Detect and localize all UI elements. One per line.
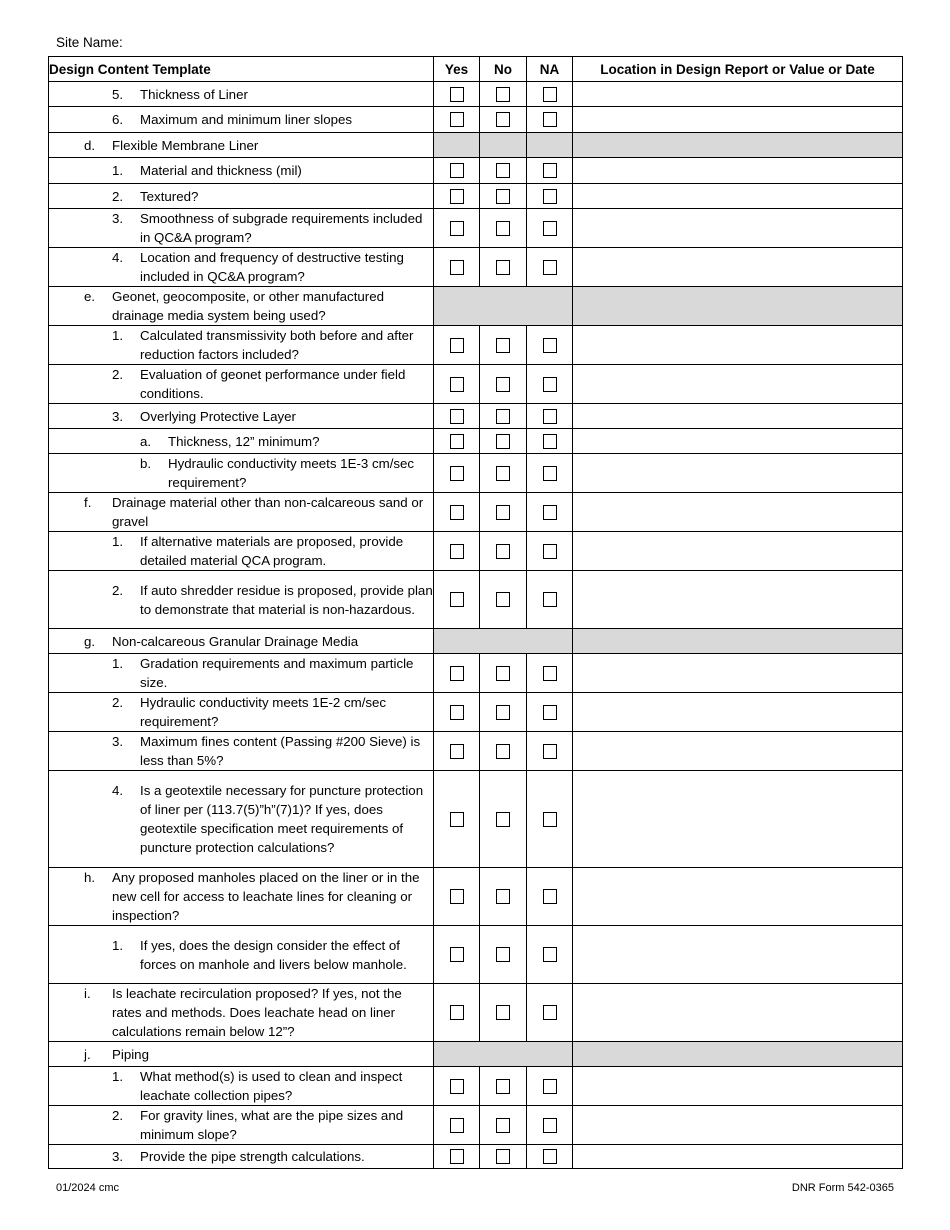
yes-checkbox[interactable]: [450, 221, 464, 236]
item-number: 5.: [112, 86, 124, 102]
item-text: Material and thickness (mil): [140, 163, 302, 178]
no-checkbox[interactable]: [496, 1005, 510, 1020]
yes-checkbox[interactable]: [450, 744, 464, 759]
location-field[interactable]: [573, 984, 903, 1042]
na-checkbox[interactable]: [543, 112, 557, 127]
item-cell: [49, 454, 434, 493]
location-field[interactable]: [573, 1145, 903, 1169]
table-header-row: [49, 57, 903, 82]
item-number: 1.: [112, 656, 124, 671]
na-checkbox[interactable]: [543, 1149, 557, 1164]
item-cell: [49, 1067, 434, 1106]
item-number: 1.: [112, 534, 124, 549]
no-checkbox[interactable]: [496, 544, 510, 559]
item-text: Hydraulic conductivity meets 1E-2 cm/sec requirement?: [140, 695, 387, 729]
item-cell: [49, 287, 434, 326]
design-content-table: [48, 56, 903, 1169]
no-checkbox[interactable]: [496, 87, 510, 102]
item-letter: f.: [84, 495, 92, 510]
item-letter: i.: [84, 986, 91, 1001]
shaded-cell: [573, 629, 903, 654]
item-number: 3.: [112, 408, 124, 424]
item-letter: g.: [84, 633, 96, 649]
location-field[interactable]: [573, 493, 903, 532]
item-number: 4.: [112, 783, 124, 798]
shaded-cell: [480, 133, 527, 158]
header-na: NA: [527, 57, 573, 82]
table-row: [49, 184, 903, 209]
shaded-cell: [573, 287, 903, 326]
yes-checkbox[interactable]: [450, 434, 464, 449]
table-row: [49, 732, 903, 771]
location-field[interactable]: [573, 532, 903, 571]
item-letter: b.: [140, 456, 152, 471]
na-checkbox[interactable]: [543, 505, 557, 520]
site-name-label: Site Name:: [56, 35, 123, 50]
item-number: 2.: [112, 695, 124, 710]
item-cell: [49, 654, 434, 693]
location-field[interactable]: [573, 326, 903, 365]
item-cell: [49, 629, 434, 654]
yes-checkbox[interactable]: [450, 466, 464, 481]
item-number: 6.: [112, 112, 124, 127]
location-field[interactable]: [573, 429, 903, 454]
shaded-cell: [434, 287, 573, 326]
item-number: 2.: [112, 367, 124, 382]
yes-checkbox[interactable]: [450, 1118, 464, 1133]
item-number: 1.: [112, 937, 124, 953]
item-text: Thickness of Liner: [140, 86, 248, 102]
item-cell: [49, 209, 434, 248]
item-number: 1.: [112, 163, 124, 178]
no-checkbox[interactable]: [496, 163, 510, 178]
item-text: Piping: [112, 1046, 149, 1062]
table-row: [49, 1145, 903, 1169]
yes-checkbox[interactable]: [450, 1079, 464, 1094]
yes-checkbox[interactable]: [450, 592, 464, 607]
shaded-cell: [434, 1042, 573, 1067]
na-checkbox[interactable]: [543, 592, 557, 607]
table-row: [49, 365, 903, 404]
no-checkbox[interactable]: [496, 1149, 510, 1164]
item-text: For gravity lines, what are the pipe sizes and minimum slope?: [140, 1108, 404, 1142]
location-field[interactable]: [573, 732, 903, 771]
na-checkbox[interactable]: [543, 260, 557, 275]
no-checkbox[interactable]: [496, 112, 510, 127]
yes-checkbox[interactable]: [450, 889, 464, 904]
location-field[interactable]: [573, 571, 903, 629]
yes-checkbox[interactable]: [450, 377, 464, 392]
no-checkbox[interactable]: [496, 1118, 510, 1133]
item-cell: [49, 1042, 434, 1067]
footer-date-initials: 01/2024 cmc: [56, 1182, 119, 1194]
na-checkbox[interactable]: [543, 889, 557, 904]
location-field[interactable]: [573, 404, 903, 429]
shaded-cell: [573, 133, 903, 158]
yes-checkbox[interactable]: [450, 947, 464, 962]
item-letter: a.: [140, 433, 152, 449]
yes-checkbox[interactable]: [450, 544, 464, 559]
item-text: Calculated transmissivity both before and after reduction factors included?: [140, 328, 414, 362]
item-text: Maximum fines content (Passing #200 Sieve) is less than 5%?: [140, 734, 421, 768]
na-checkbox[interactable]: [543, 947, 557, 962]
no-checkbox[interactable]: [496, 409, 510, 424]
section-row: [49, 287, 903, 326]
item-cell: [49, 107, 434, 133]
yes-checkbox[interactable]: [450, 812, 464, 827]
na-checkbox[interactable]: [543, 87, 557, 102]
item-number: 1.: [112, 1069, 124, 1084]
item-number: 3.: [112, 211, 124, 226]
item-text: If auto shredder residue is proposed, provide plan to demonstrate that material is non-hazardous.: [140, 582, 433, 617]
table-row: [49, 654, 903, 693]
item-text: What method(s) is used to clean and inspect leachate collection pipes?: [140, 1069, 403, 1103]
no-checkbox[interactable]: [496, 947, 510, 962]
item-number: 2.: [112, 582, 124, 598]
na-checkbox[interactable]: [543, 409, 557, 424]
item-letter: j.: [84, 1046, 91, 1062]
location-field[interactable]: [573, 654, 903, 693]
item-number: 3.: [112, 734, 124, 749]
na-checkbox[interactable]: [543, 377, 557, 392]
no-checkbox[interactable]: [496, 466, 510, 481]
no-checkbox[interactable]: [496, 260, 510, 275]
item-cell: [49, 158, 434, 184]
item-cell: [49, 732, 434, 771]
item-cell: [49, 404, 434, 429]
item-text: Textured?: [140, 188, 199, 204]
header-location: Location in Design Report or Value or Date: [573, 57, 903, 82]
no-checkbox[interactable]: [496, 812, 510, 827]
item-text: Is leachate recirculation proposed? If yes, not the rates and methods. Does leachate head on liner calculations remain below 12”?: [112, 986, 402, 1039]
na-checkbox[interactable]: [543, 1005, 557, 1020]
item-cell: [49, 571, 434, 629]
yes-checkbox[interactable]: [450, 260, 464, 275]
na-checkbox[interactable]: [543, 812, 557, 827]
header-design-content-template: Design Content Template: [49, 57, 434, 82]
item-cell: [49, 365, 434, 404]
item-cell: [49, 248, 434, 287]
item-text: Is a geotextile necessary for puncture protection of liner per (113.7(5)”h”(7)1)? If yes, does geotextile specification meet requirements of puncture protection calculations?: [140, 783, 424, 855]
yes-checkbox[interactable]: [450, 666, 464, 681]
na-checkbox[interactable]: [543, 163, 557, 178]
table-row: [49, 454, 903, 493]
item-cell: [49, 771, 434, 868]
item-text: If alternative materials are proposed, provide detailed material QCA program.: [140, 534, 404, 568]
table-row: [49, 429, 903, 454]
item-number: 3.: [112, 1149, 124, 1164]
item-text: Drainage material other than non-calcareous sand or gravel: [112, 495, 424, 529]
item-cell: [49, 1106, 434, 1145]
header-no: No: [480, 57, 527, 82]
na-checkbox[interactable]: [543, 1079, 557, 1094]
table-row: [49, 532, 903, 571]
item-cell: [49, 1145, 434, 1169]
table-row: [49, 1067, 903, 1106]
na-checkbox[interactable]: [543, 189, 557, 204]
item-number: 1.: [112, 328, 124, 343]
table-row: [49, 326, 903, 365]
location-field[interactable]: [573, 365, 903, 404]
no-checkbox[interactable]: [496, 505, 510, 520]
location-field[interactable]: [573, 107, 903, 133]
no-checkbox[interactable]: [496, 189, 510, 204]
table-row: [49, 571, 903, 629]
location-field[interactable]: [573, 926, 903, 984]
table-row: [49, 868, 903, 926]
no-checkbox[interactable]: [496, 744, 510, 759]
location-field[interactable]: [573, 454, 903, 493]
yes-checkbox[interactable]: [450, 1149, 464, 1164]
item-text: Overlying Protective Layer: [140, 408, 296, 424]
yes-checkbox[interactable]: [450, 1005, 464, 1020]
no-checkbox[interactable]: [496, 666, 510, 681]
no-checkbox[interactable]: [496, 592, 510, 607]
item-letter: e.: [84, 289, 96, 304]
na-checkbox[interactable]: [543, 338, 557, 353]
item-cell: [49, 532, 434, 571]
location-field[interactable]: [573, 1067, 903, 1106]
item-letter: h.: [84, 870, 96, 885]
location-field[interactable]: [573, 158, 903, 184]
location-field[interactable]: [573, 868, 903, 926]
no-checkbox[interactable]: [496, 221, 510, 236]
item-cell: [49, 493, 434, 532]
item-text: If yes, does the design consider the effect of forces on manhole and livers below manhole.: [140, 937, 407, 972]
yes-checkbox[interactable]: [450, 87, 464, 102]
na-checkbox[interactable]: [543, 221, 557, 236]
table-row: [49, 107, 903, 133]
table-row: [49, 693, 903, 732]
item-text: Thickness, 12” minimum?: [168, 433, 320, 449]
item-number: 2.: [112, 188, 124, 204]
item-cell: [49, 133, 434, 158]
location-field[interactable]: [573, 209, 903, 248]
table-row: [49, 1106, 903, 1145]
section-row: [49, 629, 903, 654]
item-cell: [49, 984, 434, 1042]
table-row: [49, 984, 903, 1042]
item-cell: [49, 868, 434, 926]
table-row: [49, 493, 903, 532]
table-row: [49, 926, 903, 984]
shaded-cell: [434, 133, 480, 158]
item-cell: [49, 184, 434, 209]
item-text: Hydraulic conductivity meets 1E-3 cm/sec requirement?: [168, 456, 415, 490]
table-row: [49, 209, 903, 248]
na-checkbox[interactable]: [543, 744, 557, 759]
section-row: [49, 133, 903, 158]
na-checkbox[interactable]: [543, 466, 557, 481]
item-text: Gradation requirements and maximum particle size.: [140, 656, 414, 690]
location-field[interactable]: [573, 184, 903, 209]
table-row: [49, 404, 903, 429]
na-checkbox[interactable]: [543, 544, 557, 559]
item-text: Maximum and minimum liner slopes: [140, 112, 353, 127]
item-number: 2.: [112, 1108, 124, 1123]
item-cell: [49, 326, 434, 365]
yes-checkbox[interactable]: [450, 705, 464, 720]
section-row: [49, 1042, 903, 1067]
table-row: [49, 771, 903, 868]
item-cell: [49, 429, 434, 454]
item-number: 4.: [112, 250, 124, 265]
location-field[interactable]: [573, 771, 903, 868]
location-field[interactable]: [573, 1106, 903, 1145]
yes-checkbox[interactable]: [450, 338, 464, 353]
footer-form-number: DNR Form 542-0365: [791, 1182, 894, 1194]
item-text: Evaluation of geonet performance under field conditions.: [140, 367, 406, 401]
table-row: [49, 248, 903, 287]
table-row: [49, 82, 903, 107]
no-checkbox[interactable]: [496, 338, 510, 353]
location-field[interactable]: [573, 82, 903, 107]
item-text: Provide the pipe strength calculations.: [140, 1149, 365, 1164]
item-text: Geonet, geocomposite, or other manufactured drainage media system being used?: [112, 289, 385, 323]
header-yes: Yes: [434, 57, 480, 82]
item-text: Any proposed manholes placed on the liner or in the new cell for access to leachate lines for cleaning or inspection?: [112, 870, 420, 923]
item-cell: [49, 693, 434, 732]
yes-checkbox[interactable]: [450, 189, 464, 204]
item-text: Flexible Membrane Liner: [112, 137, 259, 153]
na-checkbox[interactable]: [543, 1118, 557, 1133]
shaded-cell: [527, 133, 573, 158]
no-checkbox[interactable]: [496, 1079, 510, 1094]
table-row: [49, 158, 903, 184]
na-checkbox[interactable]: [543, 705, 557, 720]
yes-checkbox[interactable]: [450, 505, 464, 520]
no-checkbox[interactable]: [496, 705, 510, 720]
yes-checkbox[interactable]: [450, 409, 464, 424]
item-letter: d.: [84, 137, 96, 153]
shaded-cell: [434, 629, 573, 654]
yes-checkbox[interactable]: [450, 163, 464, 178]
item-text: Location and frequency of destructive testing included in QC&A program?: [140, 250, 404, 284]
item-text: Smoothness of subgrade requirements included in QC&A program?: [140, 211, 423, 245]
item-text: Non-calcareous Granular Drainage Media: [112, 633, 359, 649]
item-cell: [49, 82, 434, 107]
shaded-cell: [573, 1042, 903, 1067]
no-checkbox[interactable]: [496, 889, 510, 904]
no-checkbox[interactable]: [496, 377, 510, 392]
na-checkbox[interactable]: [543, 434, 557, 449]
no-checkbox[interactable]: [496, 434, 510, 449]
yes-checkbox[interactable]: [450, 112, 464, 127]
location-field[interactable]: [573, 693, 903, 732]
item-cell: [49, 926, 434, 984]
location-field[interactable]: [573, 248, 903, 287]
na-checkbox[interactable]: [543, 666, 557, 681]
